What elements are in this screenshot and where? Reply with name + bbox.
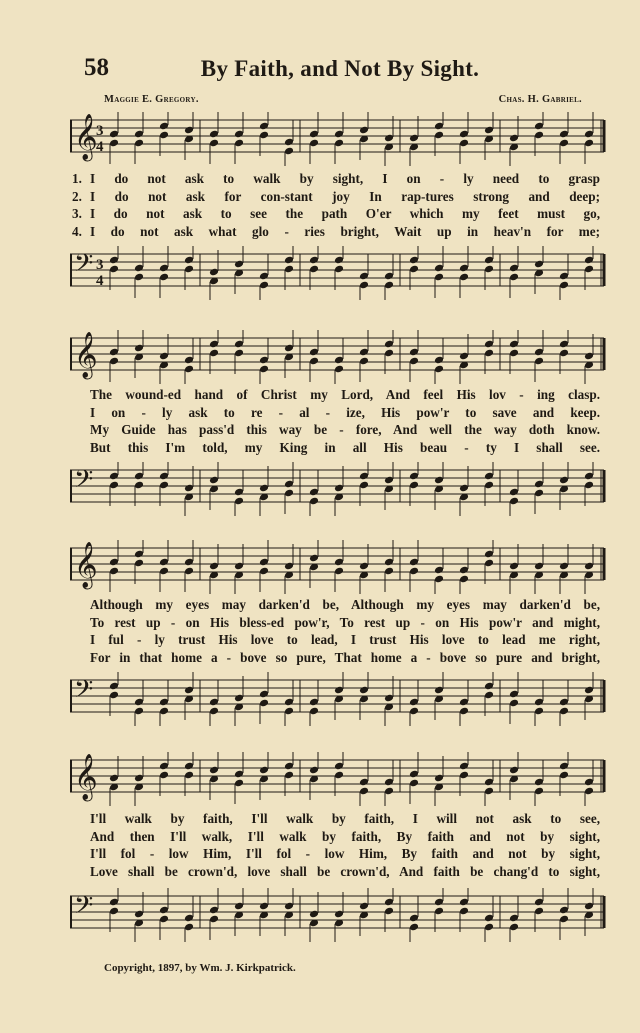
treble-staff [70,112,606,166]
lyric-text: For in that home a - bove so pure, That home a - bove so pure and bright, [90,649,600,665]
time-signature-icon: 3 [96,123,104,139]
bass-clef-icon: 𝄢 [74,249,94,284]
bass-staff [70,672,606,726]
lyric-line [70,188,606,206]
treble-clef-icon: 𝄞 [74,114,98,160]
verse-number: 3. [72,206,82,221]
verse-number [72,845,90,863]
bass-clef-icon: 𝄢 [74,891,94,926]
time-signature-icon: 3 [96,257,104,273]
lyric-text: I do not ask what glo - ries bright, Wait up in heav'n for me; [90,223,600,239]
verse-number [72,386,90,404]
lyric-line [70,223,606,241]
verse-number [72,421,90,439]
verse-number [72,596,90,614]
lyric-line [70,170,606,188]
hymn-title: By Faith, and Not By Sight. [200,56,480,81]
lyric-line [70,649,606,667]
lyric-text: I on - ly ask to re - al - ize, His pow'r to save and keep. [90,404,600,420]
verse-number [72,404,90,422]
hymn-number: 58 [84,54,109,81]
lyric-line [70,631,606,649]
music-system-4 [70,752,606,926]
lyric-text: I do not ask to see the path O'er which my feet must go, [90,206,600,221]
lyric-text: My Guide has pass'd this way be - fore, And well the way doth know. [90,422,600,437]
verse-number: 2. [72,188,82,204]
verse-number [72,631,90,649]
verse-number: 4. [72,223,82,239]
time-signature-icon: 4 [96,273,104,289]
lyric-text: Love shall be crown'd, love shall be crown'd, And faith be chang'd to sight, [90,863,600,879]
treble-clef-icon: 𝄞 [74,754,98,800]
lyric-line [70,828,606,846]
verse-number [72,810,90,828]
verse-number [72,828,90,846]
lyric-line [70,404,606,422]
lyric-line [70,810,606,828]
verse-number [72,863,90,881]
lyric-text: I'll walk by faith, I'll walk by faith, I will not ask to see, [90,811,600,826]
bass-staff [70,246,606,300]
verse-number [72,614,90,632]
time-signature-icon: 4 [96,139,104,155]
treble-staff [70,540,606,594]
lyric-line [70,386,606,404]
lyric-line [70,439,606,457]
bass-staff [70,888,606,942]
lyric-line [70,863,606,881]
copyright-notice: Copyright, 1897, by Wm. J. Kirkpatrick. [104,962,296,974]
treble-clef-icon: 𝄞 [74,332,98,378]
music-system-3 [70,540,606,710]
bass-clef-icon: 𝄢 [74,675,94,710]
lyric-text: I do not ask to walk by sight, I on - ly need to grasp [90,171,600,186]
lyric-line [70,596,606,614]
lyric-text: I do not ask for con-stant joy In rap-tures strong and deep; [90,188,600,204]
lyricist-credit: Maggie E. Gregory. [104,94,199,105]
lyric-line [70,845,606,863]
lyric-text: The wound-ed hand of Christ my Lord, And feel His lov - ing clasp. [90,387,600,402]
lyric-text: To rest up - on His bless-ed pow'r, To rest up - on His pow'r and might, [90,614,600,630]
lyric-text: Although my eyes may darken'd be, Although my eyes may darken'd be, [90,597,600,612]
treble-staff [70,330,606,384]
music-system-2 [70,330,606,500]
music-system-1 [70,112,606,289]
verse-number [72,439,90,457]
verse-number: 1. [72,171,82,186]
lyrics-block [70,386,606,456]
bass-staff [70,462,606,516]
lyric-line [70,421,606,439]
lyric-text: And then I'll walk, I'll walk by faith, By faith and not by sight, [90,828,600,844]
lyric-text: I'll fol - low Him, I'll fol - low Him, By faith and not by sight, [90,846,600,861]
lyrics-block [70,596,606,666]
lyric-text: But this I'm told, my King in all His beau - ty I shall see. [90,439,600,455]
lyrics-block [70,810,606,880]
bass-clef-icon: 𝄢 [74,465,94,500]
lyric-text: I ful - ly trust His love to lead, I trust His love to lead me right, [90,632,600,647]
lyrics-block [70,170,606,240]
composer-credit: Chas. H. Gabriel. [498,94,582,105]
verse-number [72,649,90,667]
treble-clef-icon: 𝄞 [74,542,98,588]
treble-staff [70,752,606,806]
lyric-line [70,205,606,223]
lyric-line [70,614,606,632]
